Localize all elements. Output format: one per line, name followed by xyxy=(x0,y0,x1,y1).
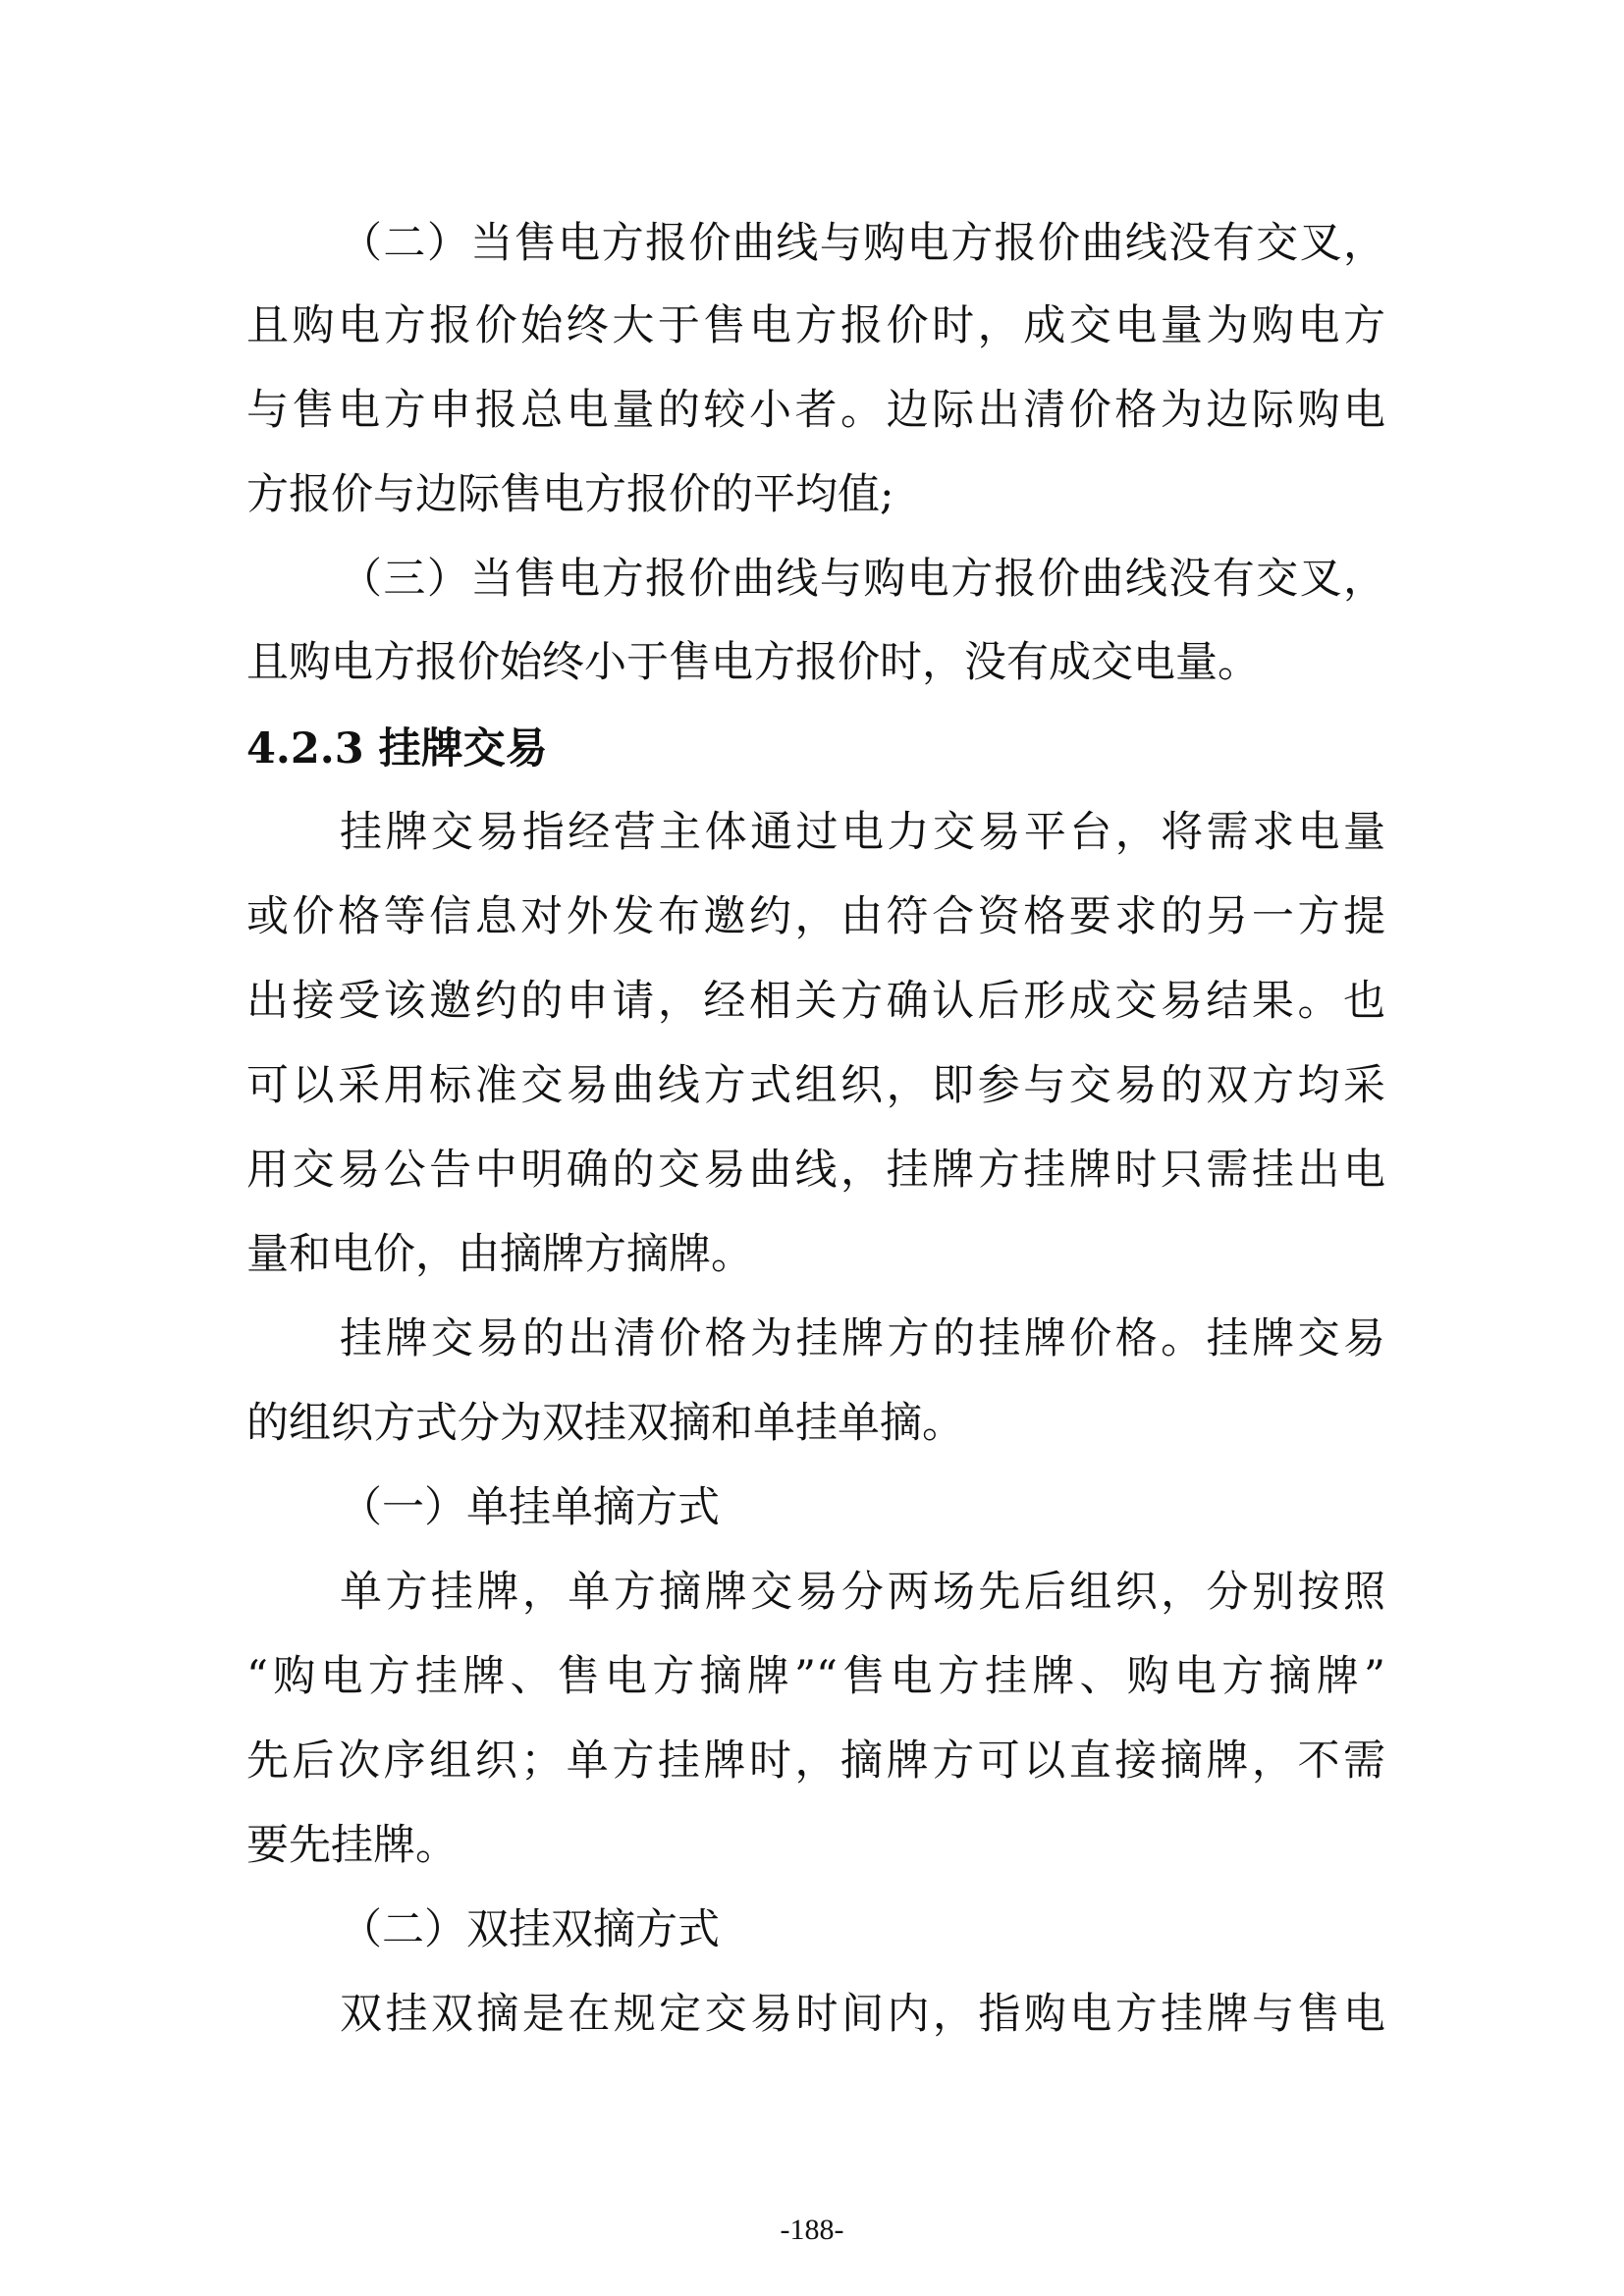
text-line: “购电方挂牌、售电方摘牌”“售电方挂牌、购电方摘牌” xyxy=(246,1652,1385,1701)
text-line: 要先挂牌。 xyxy=(246,1821,458,1870)
subheading: （一）单挂单摘方式 xyxy=(340,1483,720,1532)
text-line: 出接受该邀约的申请，经相关方确认后形成交易结果。也 xyxy=(246,977,1385,1026)
text-line: 且购电方报价始终小于售电方报价时，没有成交电量。 xyxy=(246,638,1260,687)
text-line: 方报价与边际售电方报价的平均值; xyxy=(246,470,894,519)
page-number: -188- xyxy=(780,2214,844,2246)
text-line: 挂牌交易指经营主体通过电力交易平台，将需求电量 xyxy=(340,808,1385,857)
section-heading: 4.2.3 挂牌交易 xyxy=(246,724,548,774)
subheading: （二）双挂双摘方式 xyxy=(340,1905,720,1954)
text-line: 可以采用标准交易曲线方式组织，即参与交易的双方均采 xyxy=(246,1061,1385,1110)
text-line: 与售电方申报总电量的较小者。边际出清价格为边际购电 xyxy=(246,386,1385,435)
text-line: （二）当售电方报价曲线与购电方报价曲线没有交叉， xyxy=(340,219,1385,268)
text-line: 挂牌交易的出清价格为挂牌方的挂牌价格。挂牌交易 xyxy=(340,1314,1385,1363)
text-line: 或价格等信息对外发布邀约，由符合资格要求的另一方提 xyxy=(246,892,1385,941)
text-line: （三）当售电方报价曲线与购电方报价曲线没有交叉， xyxy=(340,555,1385,604)
text-line: 双挂双摘是在规定交易时间内，指购电方挂牌与售电 xyxy=(340,1990,1385,2039)
text-line: 单方挂牌，单方摘牌交易分两场先后组织，分别按照 xyxy=(340,1568,1385,1617)
text-line: 且购电方报价始终大于售电方报价时，成交电量为购电方 xyxy=(246,301,1385,350)
text-line: 先后次序组织；单方挂牌时，摘牌方可以直接摘牌，不需 xyxy=(246,1736,1385,1786)
text-line: 量和电价，由摘牌方摘牌。 xyxy=(246,1230,753,1279)
text-line: 的组织方式分为双挂双摘和单挂单摘。 xyxy=(246,1399,964,1448)
text-line: 用交易公告中明确的交易曲线，挂牌方挂牌时只需挂出电 xyxy=(246,1146,1385,1195)
